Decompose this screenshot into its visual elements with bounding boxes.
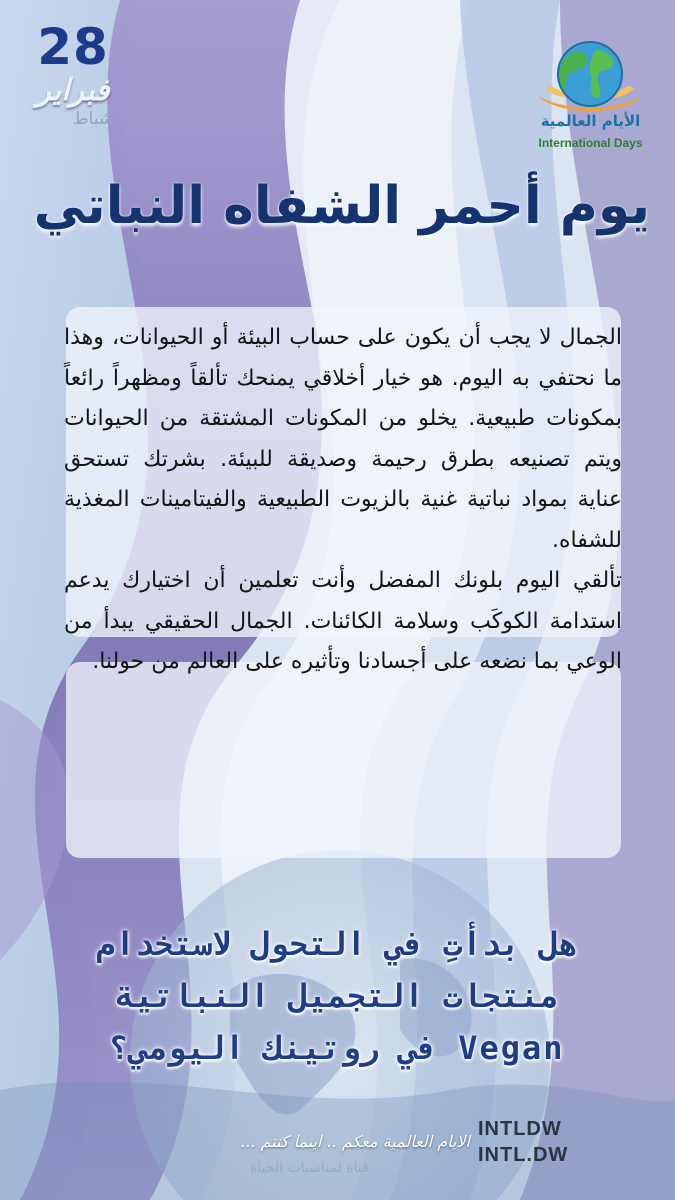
date-month: فبراير	[36, 73, 110, 108]
question-line-1: هل بدأتِ في التحول لاستخدام	[96, 925, 578, 963]
logo-arabic-name: الأيام العالمية	[540, 112, 641, 130]
globe-hands-icon	[528, 38, 653, 118]
question-line-2: منتجات التجميل النباتية	[115, 977, 559, 1015]
footer-slogan: الايام العالمية معكم .. اينما كنتم ...	[240, 1132, 470, 1151]
question-block	[24, 918, 650, 1074]
article-paragraph-1: الجمال لا يجب أن يكون على حساب البيئة أو الحيوانات، وهذا ما نحتفي به اليوم. هو خيار أخلاقي يمنحك تألقاً ومظهراً رائعاً بمكونات طبيعية. يخلو من المكونات المشتقة من الحيوانات ويتم تصنيعه بطرق رحيمة وصديقة للبيئة. بشرتك تستحق عناية بمواد نباتية غنية بالزيوت الطبيعية والفيتامينات المغذية للشفاه.	[64, 325, 622, 553]
footer-channel: قناة لمناسبات الحياة	[250, 1160, 369, 1176]
handle-2: INTL.DW	[478, 1144, 569, 1166]
social-handles	[478, 1116, 658, 1168]
article-body	[64, 318, 622, 683]
international-days-logo	[528, 38, 653, 158]
date-block	[18, 20, 128, 130]
article-paragraph-2: تألقي اليوم بلونك المفضل وأنت تعلمين أن اختيارك يدعم استدامة الكوكَب وسلامة الكائنات. الجمال الحقيقي يبدأ من الوعي بما نضعه على أجسادنا وتأثيره على العالم من حولنا.	[64, 568, 622, 674]
page-title: يوم أحمر الشفاه النباتي	[33, 176, 650, 236]
date-month-alt: شباط	[72, 109, 114, 129]
text-panel-bottom	[66, 662, 621, 858]
handle-1: INTLDW	[478, 1118, 562, 1140]
logo-english-name: International Days	[538, 136, 643, 150]
date-day: 28	[37, 18, 109, 76]
question-line-3: Vegan في روتينك اليومي؟	[109, 1029, 565, 1067]
